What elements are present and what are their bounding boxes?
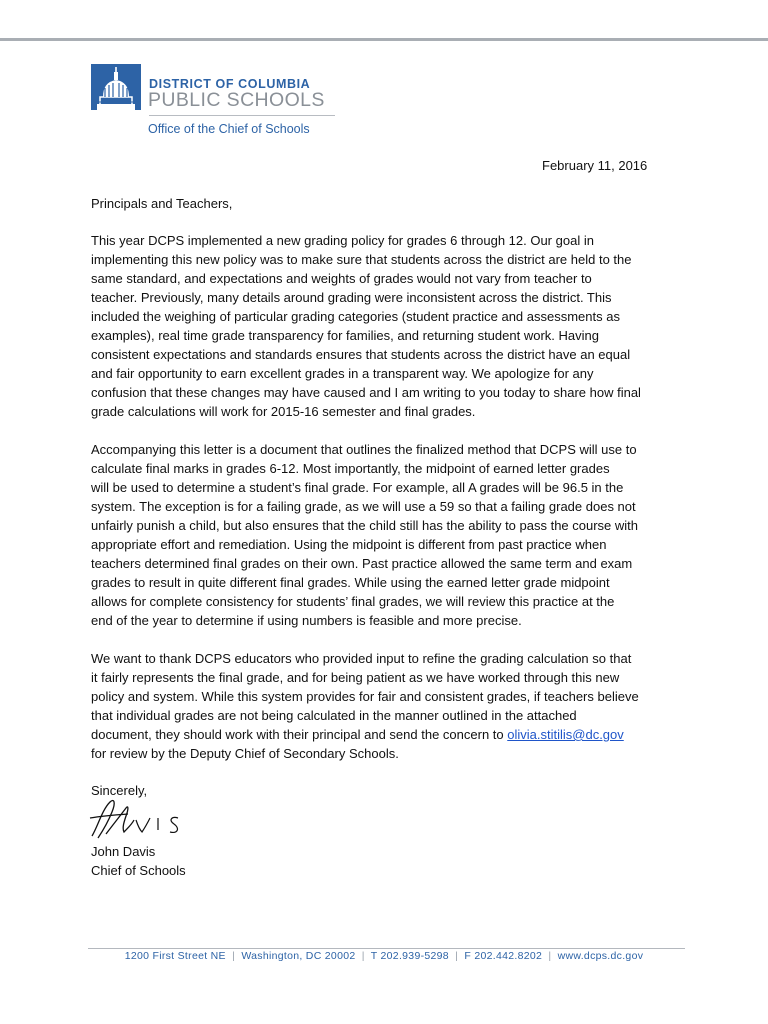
- paragraph-line: We want to thank DCPS educators who provided input to refine the grading calculation so that: [91, 651, 632, 666]
- paragraph-line: included the weighing of particular grading categories (student practice and assessments as: [91, 309, 620, 324]
- paragraph-line: confusion that these changes may have caused and I am writing to you today to share how final: [91, 385, 641, 400]
- paragraph-line: end of the year to determine if using numbers is feasible and more precise.: [91, 613, 522, 628]
- paragraph-line-with-email: [91, 725, 639, 744]
- paragraph-line: same standard, and expectations and weights of grades would not vary from teacher to: [91, 271, 592, 286]
- paragraph-line: teachers determined final grades on their own. Past practice allowed the same term and exam: [91, 556, 633, 571]
- footer-separator: |: [548, 950, 552, 962]
- footer-contact: [0, 950, 768, 962]
- paragraph-2: [91, 440, 638, 630]
- paragraph-line: that individual grades are not being calculated in the manner outlined in the attached: [91, 708, 577, 723]
- paragraph-line: grades to result in quite different final grades. While using the earned letter grade midpoint: [91, 575, 610, 590]
- paragraph-line: examples), real time grade transparency for families, and returning student work. Having: [91, 328, 599, 343]
- dcps-logo: [91, 64, 341, 116]
- signer-name: John Davis: [91, 844, 156, 859]
- paragraph-line: will be used to determine a student’s final grade. For example, all A grades will be 96.5 in the: [91, 480, 624, 495]
- paragraph-line: and fair opportunity to earn excellent grades in a transparent way. We apologize for any: [91, 366, 594, 381]
- email-link[interactable]: olivia.stitilis@dc.gov: [507, 727, 624, 742]
- footer-rule: [88, 948, 685, 949]
- paragraph-line: policy and system. While this system provides for fair and consistent grades, if teachers believe: [91, 689, 639, 704]
- handwritten-signature: [88, 796, 198, 844]
- paragraph-line: it fairly represents the final grade, and for being patient as we have worked through this new: [91, 670, 620, 685]
- paragraph-line: consistent expectations and standards ensures that students across the district have an equal: [91, 347, 631, 362]
- paragraph-line: unfairly punish a child, but also ensures that the child still has the ability to pass the course with: [91, 518, 639, 533]
- paragraph-line: grade calculations will work for 2015-16 semester and final grades.: [91, 404, 476, 419]
- paragraph-line: Accompanying this letter is a document that outlines the finalized method that DCPS will use to: [91, 442, 637, 457]
- paragraph-line: appropriate effort and remediation. Using the midpoint is different from past practice when: [91, 537, 607, 552]
- footer-separator: |: [361, 950, 365, 962]
- footer-phone: T 202.939-5298: [370, 950, 449, 962]
- paragraph-line-text: document, they should work with their principal and send the concern to: [91, 727, 508, 742]
- top-rule: [0, 38, 768, 41]
- footer-address: 1200 First Street NE: [124, 950, 226, 962]
- capitol-dome-icon: [91, 64, 141, 110]
- paragraph-line: calculate final marks in grades 6-12. Most importantly, the midpoint of earned letter grades: [91, 461, 610, 476]
- logo-divider: [149, 115, 335, 116]
- footer-separator: |: [232, 950, 236, 962]
- paragraph-line: implementing this new policy was to make sure that students across the district are held to the: [91, 252, 632, 267]
- paragraph-line: This year DCPS implemented a new grading policy for grades 6 through 12. Our goal in: [91, 233, 594, 248]
- closing: Sincerely,: [91, 783, 148, 798]
- paragraph-line: system. The exception is for a failing grade, as we will use a 59 so that a failing grade does not: [91, 499, 636, 514]
- footer-separator: |: [455, 950, 459, 962]
- paragraph-line: for review by the Deputy Chief of Secondary Schools.: [91, 746, 399, 761]
- letter-date: February 11, 2016: [542, 158, 648, 173]
- office-name: Office of the Chief of Schools: [148, 122, 310, 136]
- org-name-line1: DISTRICT OF COLUMBIA: [149, 77, 311, 91]
- footer-fax: F 202.442.8202: [464, 950, 543, 962]
- footer-city: Washington, DC 20002: [241, 950, 356, 962]
- footer-website[interactable]: www.dcps.dc.gov: [557, 950, 644, 962]
- paragraph-line: allows for complete consistency for students’ final grades, we will review this practice at the: [91, 594, 615, 609]
- signer-block: [91, 842, 186, 880]
- paragraph-3: [91, 649, 639, 763]
- paragraph-1: [91, 231, 641, 421]
- signer-title: Chief of Schools: [91, 863, 186, 878]
- salutation: Principals and Teachers,: [91, 196, 233, 211]
- org-name-line2: PUBLIC SCHOOLS: [148, 89, 325, 111]
- paragraph-line: teacher. Previously, many details around grading were inconsistent across the district. This: [91, 290, 612, 305]
